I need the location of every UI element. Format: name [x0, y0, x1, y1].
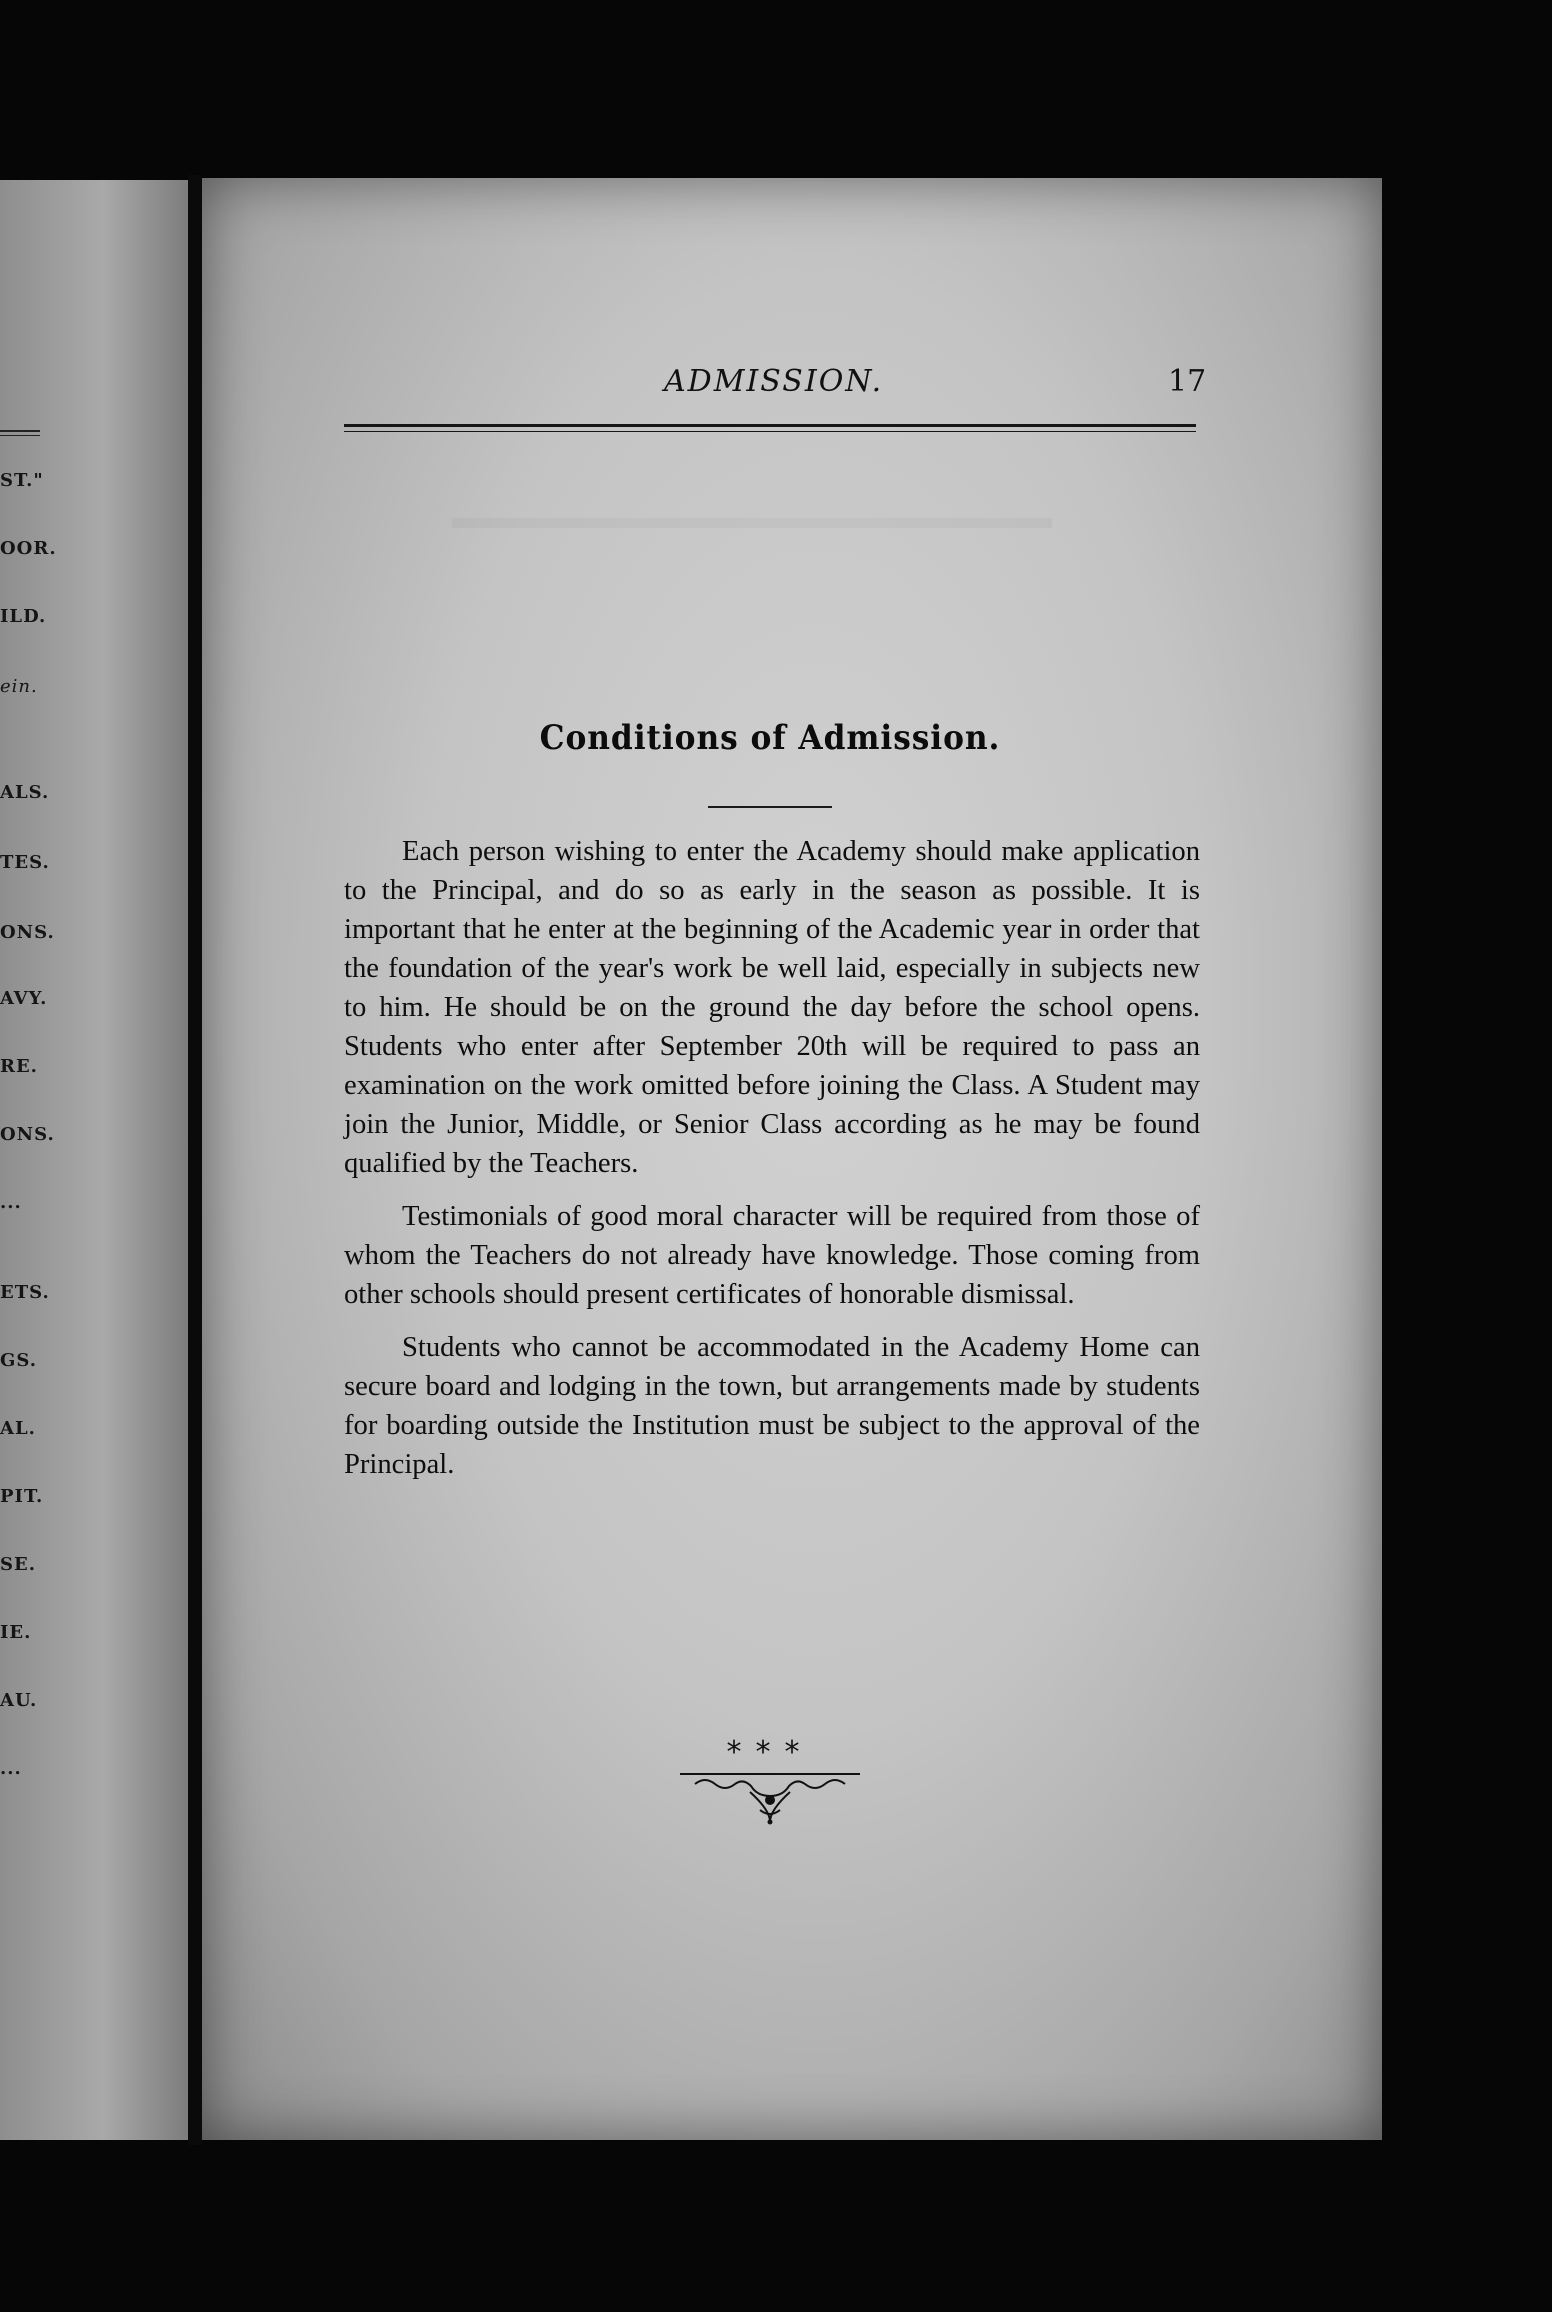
page	[202, 178, 1382, 2140]
previous-page-fragment	[0, 180, 188, 2140]
previous-page-line-fragment: ONS.	[0, 922, 55, 943]
previous-page-line-fragment: AVY.	[0, 988, 48, 1009]
previous-page-line-fragment: GS.	[0, 1350, 37, 1371]
previous-page-line-fragment: ALS.	[0, 782, 50, 803]
previous-page-line-fragment: TES.	[0, 852, 50, 873]
previous-page-line-fragment: ein.	[0, 676, 38, 697]
body-text	[344, 832, 1200, 1498]
previous-page-line-fragment: ONS.	[0, 1124, 55, 1145]
section-heading: Conditions of Admission.	[539, 718, 1001, 758]
previous-page-line-fragment: ...	[0, 1192, 22, 1213]
previous-page-line-fragment: ILD.	[0, 606, 47, 627]
page-number: 17	[1168, 364, 1207, 399]
running-head: ADMISSION.	[664, 364, 884, 399]
paragraph: Each person wishing to enter the Academy should make application to the Principal, and do so as early in the season as possible. It is important that he enter at the beginning of the Academic year in order that the foundation of the year's work be well laid, especially in subjects new to him. He should be on the ground the day before the school opens. Students who enter after September 20th will be required to pass an examination on the work omitted before joining the Class. A Student may join the Junior, Middle, or Senior Class according as he may be found qualified by the Teachers.	[344, 836, 1200, 1179]
previous-page-line-fragment: PIT.	[0, 1486, 44, 1507]
previous-page-line-fragment: ETS.	[0, 1282, 50, 1303]
previous-page-line-fragment: AU.	[0, 1690, 38, 1711]
previous-page-rule	[0, 430, 40, 436]
paragraph: Students who cannot be accommodated in the Academy Home can secure board and lodging in the town, but arrangements made by students for boarding outside the Institution must be subject to the approval of the Principal.	[344, 1332, 1200, 1480]
previous-page-line-fragment: IE.	[0, 1622, 32, 1643]
previous-page-line-fragment: ...	[0, 1758, 22, 1779]
asterism: ***	[726, 1735, 814, 1770]
previous-page-line-fragment: OOR.	[0, 538, 57, 559]
book-gutter	[188, 175, 202, 2145]
scroll-ornament-icon	[675, 1770, 865, 1830]
previous-page-line-fragment: SE.	[0, 1554, 36, 1575]
previous-page-line-fragment: ST."	[0, 470, 44, 491]
show-through-marks	[452, 478, 1052, 528]
previous-page-line-fragment: RE.	[0, 1056, 38, 1077]
header-rule	[344, 424, 1196, 432]
previous-page-line-fragment: AL.	[0, 1418, 36, 1439]
paragraph: Testimonials of good moral character will be required from those of whom the Teachers do not already have knowledge. Those coming from other schools should present certificates of honorable dismissal.	[344, 1201, 1200, 1310]
tailpiece-ornament	[670, 1735, 870, 1830]
heading-rule	[708, 806, 832, 808]
